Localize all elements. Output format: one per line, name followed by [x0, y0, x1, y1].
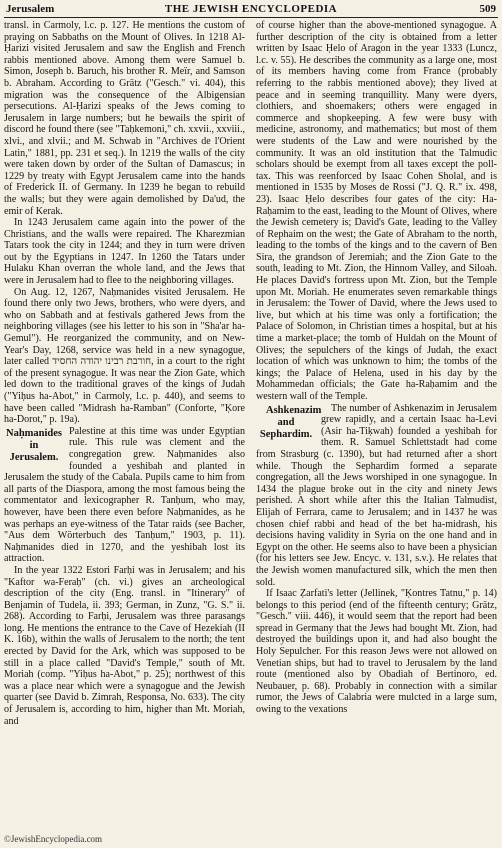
copyright-footer: ©JewishEncyclopedia.com: [4, 834, 103, 844]
paragraph-text: The number of Ashkenazim in Jerusalem grew rapidly, and a certain Isaac ha-Levi (Asir ha-Tiḳwah) founded a yeshibah for them. R. Samuel Schlettstadt had come from Strasburg (c. 1390), but had returned after a short while. Though the Sephardim formed a separate congregation, all the Jews worshiped in one synagogue. In 1434 the plague broke out in the city and ninety Jews perished. A short while after this the Italian Talmudist, Elijah of Ferrara, came to Jerusalem; and in 1437 he was chosen chief rabbi and head of the bet ha-midrash, his decisions having validity in Syria on the one hand and in Egypt on the other. He seems also to have been a physician (for his letters see Jew. Encyc. v. 131, s.v.). He relates that the Jewish women manufactured silk, which the men then sold.: [256, 402, 497, 588]
paragraph: of course higher than the above-mentioned synagogue. A further description of the city is obtained from a letter written by Isaac Ḥelo of Aragon in the year 1333 (Luncz, l.c. v. 55). He describes the community as a large one, most of its members having come from France (probably referring to the rabbis mentioned above); they lived at peace and in seeming tranquillity. Many were dyers, clothiers, and shoemakers; others were engaged in commerce and shopkeeping. A few were busy with medicine, astronomy, and mathematics; but most of them were students of the Law and were nourished by the community. It was an old institution that the Talmudic scholars should be exempt from all taxes except the poll-tax. This was reenforced by Isaac Cohen Sholal, and is mentioned in 1535 by Moses de Rossi ("J. Q. R." ix. 498, 23). Isaac Ḥelo describes four gates of the city: Ha-Raḥamim to the east, leading to the Mount of Olives, where the Jewish cemetery is; David's Gate, leading to the Valley of Rephaim on the west; the Gate of Abraham to the north, leading to the tombs of the kings and to the cavern of Ben Sira, the grandson of Jeremiah; and the Zion Gate to the south, leading to Mt. Zion, the Hinnom Valley, and Siloah. He places David's fortress upon Mt. Zion, but the Temple upon Mt. Moriah. He enumerates seven remarkable things in Jerusalem: the Tower of David, where the Jews used to live, but which at his time was only a fortification; the Palace of Solomon, in Christian times a hospital, but at his time a market-place; the tomb of Huldah on the Mount of Olives; the sepulchers of the kings of Judah, the exact location of which was unknown to him; the tombs of the kings; the Palace of Helena, used in his day by the Mohammedan officials; the Gate ha-Raḥamim and the western wall of the Temple.: [256, 20, 497, 402]
page-header: [6, 2, 496, 18]
paragraph: If Isaac Ẓarfati's letter (Jellinek, "Ḳontres Tatnu," p. 14) belongs to this period (end of the fifteenth century; Grätz, "Gesch." viii. 446), it would seem that the report had been spread in Germany that the Jews had bought Mt. Zion, had destroyed the buildings upon it, and had also bought the Holy Sepulcher. For this reason Jews were not allowed on Venetian ships, but had to travel to Jerusalem by the land route (mentioned also by Obadiah of Bertinoro, ed. Neubauer, p. 68). Probably in connection with a similar rumor, the Jews of Calabria were mulcted in a large sum, owing to the vexations: [256, 588, 497, 716]
header-rule: [4, 17, 498, 18]
header-title: THE JEWISH ENCYCLOPEDIA: [164, 3, 338, 15]
header-page-number: 509: [479, 3, 496, 15]
paragraph: On Aug. 12, 1267, Naḥmanides visited Jerusalem. He found there only two Jews, brothers, who were dyers, and who on Sabbath and at festivals gathered Jews from the neighboring villages (see his letter to his son in "Sha'ar ha-Gemul"). He reorganized the community, and on New-Year's Day, 1268, service was held in a new synagogue, later called חורבת רבינו יהודה החסיד, in a court to the right of the present synagogue. It was near the Zion Gate, which led down to the traditional graves of the kings of Judah ("Yiḥus ha-Abot," in Carmoly, l.c. p. 440), and seems to have been called "Midrash ha-Ramban" (Conforte, "Ḳore ha-Dorot," p. 19a).: [4, 286, 245, 426]
paragraph-text: Palestine at this time was under Egyptian rule. This rule was clement and the congregation grew. Naḥmanides also founded a yeshibah and planted in Jerusalem the study of the Cabala. Pupils came to him from all parts of the Diaspora, among the most famous being the commentator and lexicographer R. Tanḥum, who may, however, have been there even before Naḥmanides, as he was perhaps an eye-witness of the Tatar raids (see Bacher, "Aus dem Wörterbuch des Tanḥum," 1903, p. 11). Naḥmanides died in 1270, and the yeshibah lost its attraction.: [4, 425, 245, 565]
paragraph-with-side-note: [256, 403, 497, 589]
paragraph: transl. in Carmoly, l.c. p. 127. He mentions the custom of praying on Sabbaths on the Mount of Olives. In 1218 Al-Ḥarizi visited Jerusalem and saw the English and French rabbis mentioned above. Among them were Samuel b. Simon, Joseph b. Baruch, his brother R. Meïr, and Samson b. Abraham. According to Grätz ("Gesch." vi. 404), this migration was the consequence of the Albigensian persecutions. Al-Ḥarizi speaks of the Jews coming to Jerusalem in large numbers; but he bewails the spirit of discord he found there (see "Taḥkemoni," ch. xxvii., xxviii., xlvi., and xlvii.; and M. Schwab in "Archives de l'Orient Latin," 1881, pp. 231 et seq.). In 1219 the walls of the city were taken down by order of the Sultan of Damascus; in 1229 by treaty with Egypt Jerusalem came into the hands of Frederick II. of Germany. In 1239 he began to rebuild the walls; but they were again demolished by Da'ud, the emir of Kerak.: [4, 20, 245, 217]
paragraph: In 1243 Jerusalem came again into the power of the Christians, and the walls were repaired. The Kharezmian Tatars took the city in 1244; and they in turn were driven out by the Egyptians in 1247. In 1260 the Tatars under Hulaku Khan overran the whole land, and the Jews that were in Jerusalem had to flee to the neighboring villages.: [4, 217, 245, 287]
header-left: Jerusalem: [6, 3, 55, 15]
paragraph: In the year 1322 Estori Farḥi was in Jerusalem; and his "Kaftor wa-Feraḥ" (ch. vi.) gives an archeological description of the city (Eng. transl. in "Itinerary" of Benjamin of Tudela, ii. 393; German, in Zunz, "G. S." ii. 268). According to Farḥi, Jerusalem was three parasangs long. He mentions the entrance to the Cave of Hezekiah (II K. 16b), within the walls of Jerusalem to the north; the tent erected by David for the Ark, which was supposed to be still in a place called "David's Temple," south of Mt. Moriah (comp. "Yiḥus ha-Abot," p. 25); northwest of this was a place near which were a synagogue and the Jewish quarter (see David b. Zimrah, Responsa, No. 633). The city of Jerusalem is, according to him, higher than Mt. Moriah, and: [4, 564, 245, 727]
side-heading: Naḥmanides in Jerusalem.: [5, 427, 62, 463]
side-heading: Ashkenazim and Sephardim.: [259, 404, 322, 440]
left-column: [4, 20, 245, 832]
paragraph-with-side-note: [4, 426, 245, 565]
right-column: [256, 20, 497, 832]
